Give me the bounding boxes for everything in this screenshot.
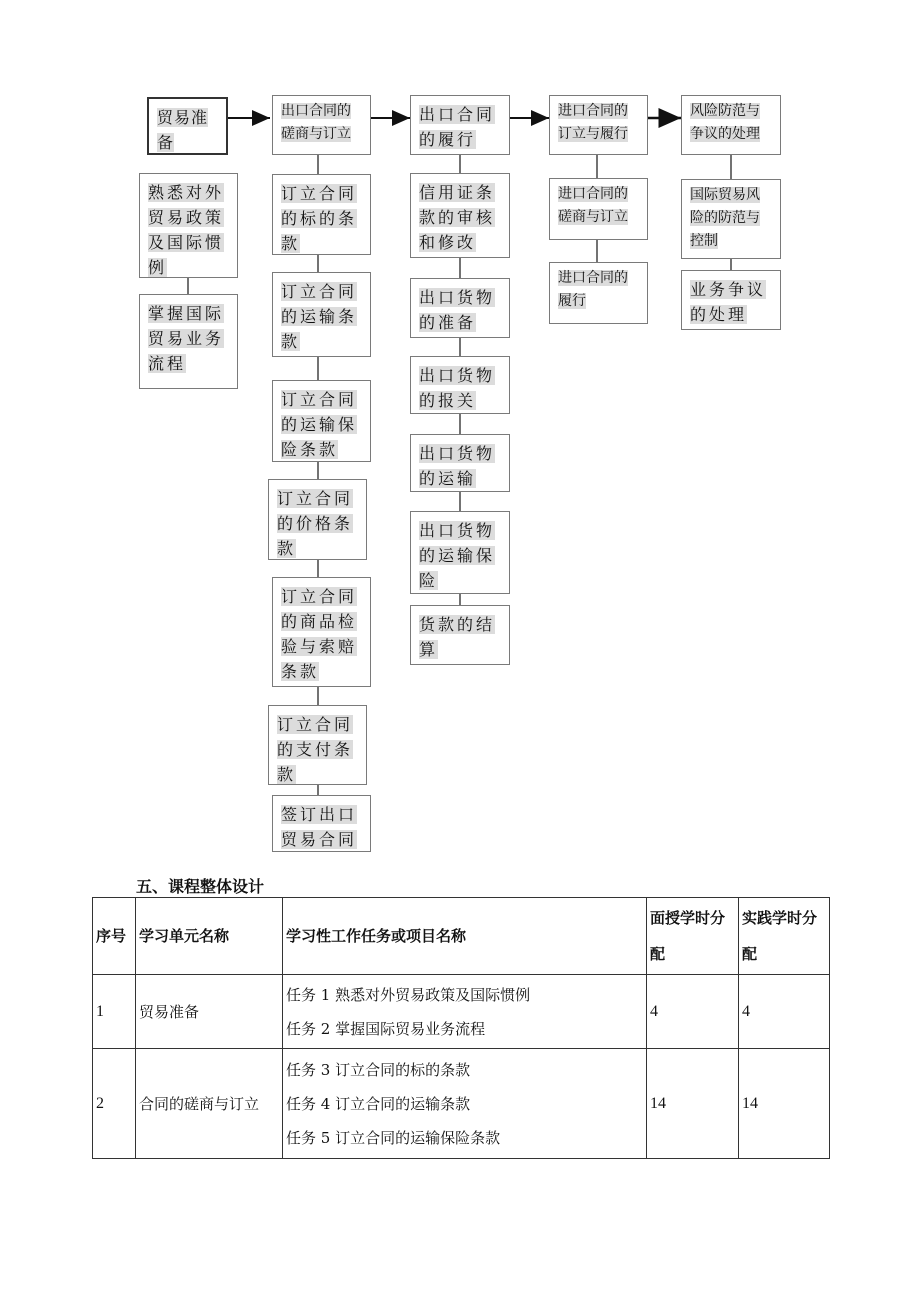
flow-box-insurance-clause: 订立合同的运输保险条款 (272, 380, 371, 462)
flow-box-import-negotiation: 进口合同的磋商与订立 (549, 178, 648, 240)
flow-box-import-contract: 进口合同的订立与履行 (549, 95, 648, 155)
flow-box-inspection-clause: 订立合同的商品检验与索赔条款 (272, 577, 371, 687)
flow-box-trade-preparation: 贸易准备 (147, 97, 228, 155)
flow-box-trade-policy: 熟悉对外贸易政策及国际惯例 (139, 173, 238, 278)
flow-box-shipping: 出口货物的运输 (410, 434, 510, 492)
row-practice-hours: 4 (739, 975, 830, 1049)
row-practice-hours: 14 (739, 1049, 830, 1159)
flow-box-export-performance: 出口合同的履行 (410, 95, 510, 155)
row-no: 1 (93, 975, 136, 1049)
flow-box-customs: 出口货物的报关 (410, 356, 510, 414)
row-lecture-hours: 14 (647, 1049, 739, 1159)
row-no: 2 (93, 1049, 136, 1159)
table-header-row (93, 898, 830, 975)
section-title: 五、课程整体设计 (136, 877, 265, 896)
header-no: 序号 (93, 898, 136, 975)
flow-box-cargo-insurance: 出口货物的运输保险 (410, 511, 510, 594)
table-row (93, 1049, 830, 1159)
flow-box-lc-review: 信用证条款的审核和修改 (410, 173, 510, 258)
flow-box-export-negotiation: 出口合同的磋商与订立 (272, 95, 371, 155)
row-lecture-hours: 4 (647, 975, 739, 1049)
flow-box-price-clause: 订立合同的价格条款 (268, 479, 367, 560)
task-item: 任务 1 熟悉对外贸易政策及国际惯例 (286, 985, 531, 1004)
flow-box-goods-preparation: 出口货物的准备 (410, 278, 510, 338)
flow-box-payment-clause: 订立合同的支付条款 (268, 705, 367, 785)
flow-box-settlement: 货款的结算 (410, 605, 510, 665)
row-tasks (283, 975, 647, 1049)
header-unit: 学习单元名称 (136, 898, 283, 975)
task-item: 任务 4 订立合同的运输条款 (286, 1094, 471, 1113)
flow-box-sign-contract: 签订出口贸易合同 (272, 795, 371, 852)
flow-box-transport-clause: 订立合同的运输条款 (272, 272, 371, 357)
table-row (93, 975, 830, 1049)
task-item: 任务 2 掌握国际贸易业务流程 (286, 1019, 486, 1038)
flow-box-subject-clause: 订立合同的标的条款 (272, 174, 371, 255)
row-unit: 贸易准备 (136, 975, 283, 1049)
header-tasks: 学习性工作任务或项目名称 (283, 898, 647, 975)
task-item: 任务 3 订立合同的标的条款 (286, 1060, 471, 1079)
course-design-table (92, 897, 830, 1159)
flow-box-dispute-handling: 业务争议的处理 (681, 270, 781, 330)
row-tasks (283, 1049, 647, 1159)
flow-box-business-process: 掌握国际贸易业务流程 (139, 294, 238, 389)
flow-box-import-performance: 进口合同的履行 (549, 262, 648, 324)
header-practice-hours: 实践学时分配 (739, 898, 830, 975)
row-unit: 合同的磋商与订立 (136, 1049, 283, 1159)
task-item: 任务 5 订立合同的运输保险条款 (286, 1128, 501, 1147)
header-lecture-hours: 面授学时分配 (647, 898, 739, 975)
flow-box-risk-control: 国际贸易风险的防范与控制 (681, 179, 781, 259)
flow-box-risk-dispute: 风险防范与争议的处理 (681, 95, 781, 155)
